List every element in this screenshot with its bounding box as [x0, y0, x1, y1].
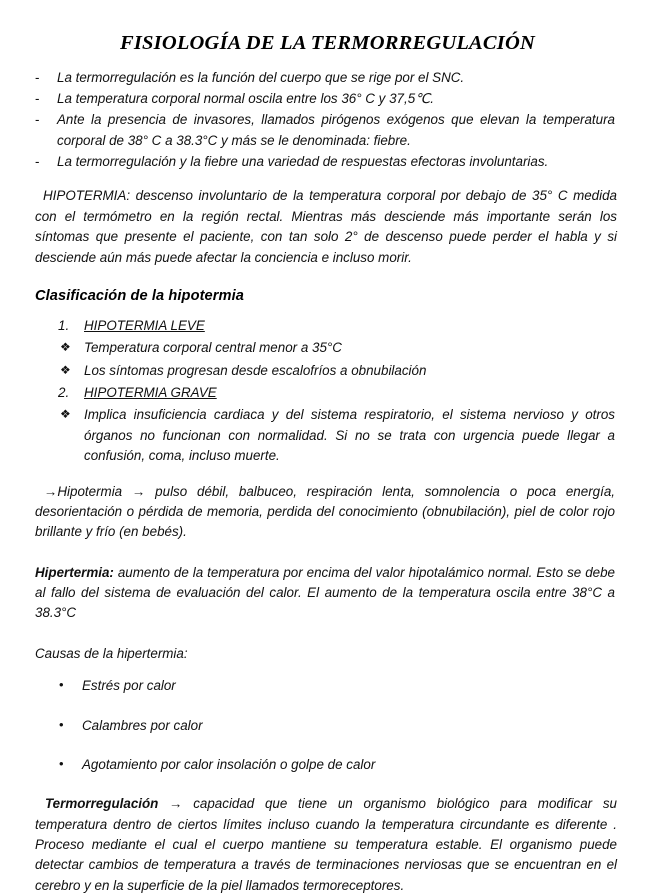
dash-bullet-icon: -: [35, 69, 40, 85]
list-item-text: HIPOTERMIA LEVE: [84, 317, 205, 333]
intro-bullet-list: [0, 68, 655, 173]
hipertermia-body-text: aumento de la temperatura por encima del valor hipotalámico normal. Esto se debe al fallo del sistema de evaluación del calor. El aumento de la temperatura oscila entre 38°C a 38.3°C: [35, 564, 615, 621]
list-item: [35, 152, 615, 172]
list-item-text: HIPOTERMIA GRAVE: [84, 385, 217, 401]
round-bullet-icon: •: [59, 755, 64, 771]
hipertermia-lead-label: Hipertermia:: [35, 564, 114, 580]
list-item-text: La termorregulación y la fiebre una variedad de respuestas efectoras involuntarias.: [57, 154, 549, 170]
list-item-text: Agotamiento por calor insolación o golpe de calor: [82, 756, 376, 772]
list-item: [58, 361, 615, 381]
list-item-text: La temperatura corporal normal oscila entre los 36° C y 37,5℃.: [57, 90, 434, 106]
causas-label: Causas de la hipertermia:: [35, 645, 188, 661]
causas-list: [0, 676, 655, 775]
clasificacion-list: [0, 316, 655, 467]
hipotermia-signs-paragraph: →Hipotermia → pulso débil, balbuceo, respiración lenta, somnolencia o poca energía, desorientación o pérdida de memoria, perdida del conocimiento (obnubilación), piel de color rojo brillante y frío (en bebés).: [35, 483, 615, 540]
list-number: 2.: [58, 385, 70, 401]
diamond-bullet-icon: ❖: [60, 407, 71, 422]
dash-bullet-icon: -: [35, 90, 40, 106]
list-item: [35, 89, 615, 109]
list-item-text: Calambres por calor: [82, 717, 203, 733]
list-item-text: Implica insuficiencia cardiaca y del sistema respiratorio, el sistema nervioso y otros órganos no funcionan con normalidad. Si no se trata con urgencia puede llegar a confusión, coma, incluso muerte.: [84, 407, 615, 464]
hipertermia-paragraph: [35, 563, 615, 624]
list-item: [57, 716, 655, 736]
list-item: [58, 383, 615, 403]
termorregulacion-paragraph: [35, 794, 617, 896]
diamond-bullet-icon: ❖: [60, 362, 71, 377]
termorregulacion-lead-label: Termorregulación: [45, 796, 159, 812]
list-item-text: Estrés por calor: [82, 678, 176, 694]
list-item-text: Los síntomas progresan desde escalofríos a obnubilación: [84, 362, 427, 378]
list-item: [58, 316, 615, 336]
list-item: [58, 338, 615, 358]
page-title: FISIOLOGÍA DE LA TERMORREGULACIÓN: [120, 32, 535, 54]
round-bullet-icon: •: [59, 716, 64, 732]
list-item-text: Ante la presencia de invasores, llamados pirógenos exógenos que elevan la temperatura corporal de 38° C a 38.3°C y más se le denominada: fiebre.: [57, 112, 615, 148]
list-item: [57, 755, 655, 775]
hipotermia-definition-paragraph: HIPOTERMIA: descenso involuntario de la temperatura corporal por debajo de 35° C medida con el termómetro en la región rectal. Mientras más desciende más importante serán los síntomas que presente el paciente, con tan solo 2° de descenso puede perder el habla y si desciende aún más puede afectar la conciencia e incluso morir.: [35, 188, 617, 265]
section-heading-clasificacion: Clasificación de la hipotermia: [35, 287, 244, 304]
dash-bullet-icon: -: [35, 112, 40, 128]
list-item: [35, 110, 615, 151]
dash-bullet-icon: -: [35, 154, 40, 170]
round-bullet-icon: •: [59, 677, 64, 693]
list-item: [58, 405, 615, 466]
termorregulacion-body-text: → capacidad que tiene un organismo biológico para modificar su temperatura dentro de ciertos límites incluso cuando la temperatura circundante es diferente . Proceso mediante el cual el cuerpo mantiene su temperatura estable. El organismo puede detectar cambios de temperatura a través de terminaciones nerviosas que se encuentran en el cerebro y en la superficie de la piel llamados termoreceptores.: [35, 796, 617, 893]
diamond-bullet-icon: ❖: [60, 340, 71, 355]
list-item-text: La termorregulación es la función del cuerpo que se rige por el SNC.: [57, 69, 465, 85]
list-item-text: Temperatura corporal central menor a 35°C: [84, 340, 342, 356]
list-item: [35, 68, 615, 88]
list-item: [57, 676, 655, 696]
list-number: 1.: [58, 317, 70, 333]
